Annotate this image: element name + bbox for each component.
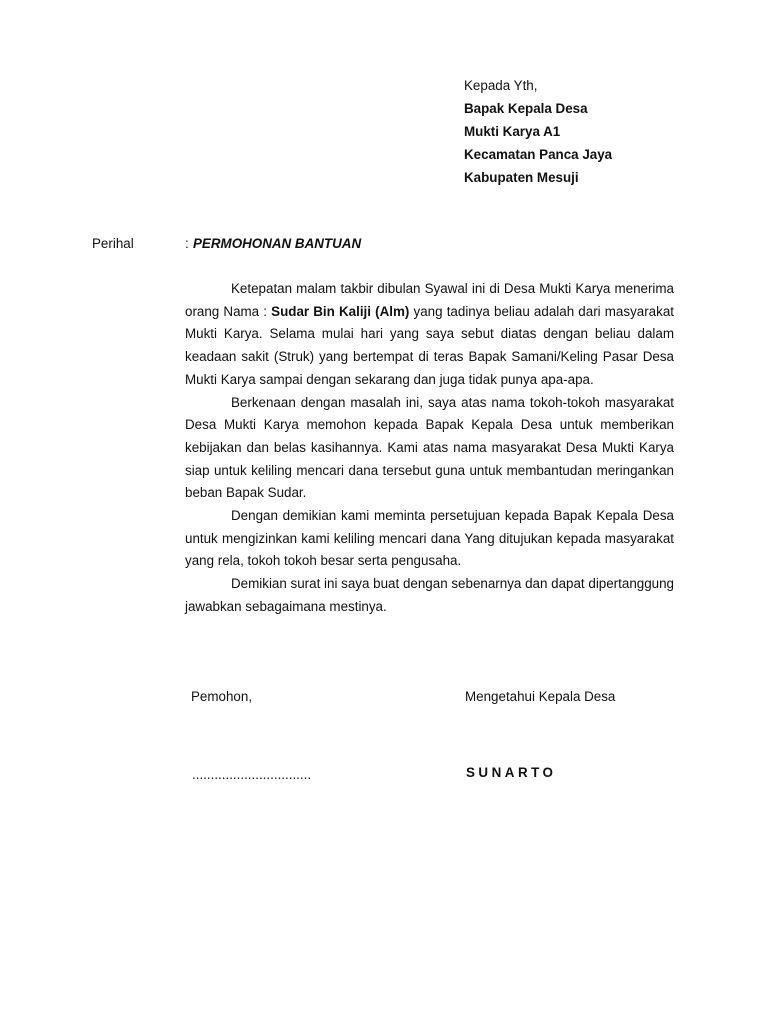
- paragraph-3: Dengan demikian kami meminta persetujuan kepada Bapak Kepala Desa untuk mengizinkan kami keliling mencari dana Yang ditujukan kepada masyarakat yang rela, tokoh tokoh besar serta pengusaha.: [185, 508, 674, 569]
- applicant-signature-line: ................................: [192, 767, 312, 782]
- subject-colon: :: [185, 236, 189, 251]
- letter-body: [185, 278, 674, 619]
- subject-value: PERMOHONAN BANTUAN: [193, 236, 362, 251]
- paragraph-1: [185, 278, 674, 392]
- paragraph-1-text-b: yang tadinya beliau adalah dari masyarakat Mukti Karya. Selama mulai hari yang saya sebut diatas dengan beliau dalam keadaan sakit (Struk) yang bertempat di teras Bapak Samani/Keling Pasar Desa Mukti Karya sampai dengan sekarang dan juga tidak punya apa-apa.: [185, 303, 674, 387]
- subject-person-name: Sudar Bin Kaliji (Alm): [271, 303, 410, 319]
- paragraph-1-text-a: Ketepatan malam takbir dibulan Syawal ini di Desa Mukti Karya menerima orang Nama :: [185, 281, 674, 319]
- village-head-name: SUNARTO: [466, 765, 557, 780]
- paragraph-4: Demikian surat ini saya buat dengan sebenarnya dan dapat dipertanggung jawabkan sebagaimana mestinya.: [185, 576, 674, 614]
- recipient-district: Kecamatan Panca Jaya: [464, 147, 613, 162]
- recipient-title: Bapak Kepala Desa: [464, 101, 588, 116]
- recipient-regency: Kabupaten Mesuji: [464, 170, 579, 185]
- recipient-greeting: Kepada Yth,: [464, 78, 538, 93]
- recipient-village: Mukti Karya A1: [464, 124, 561, 139]
- paragraph-2: Berkenaan dengan masalah ini, saya atas nama tokoh-tokoh masyarakat Desa Mukti Karya memohon kepada Bapak Kepala Desa untuk memberikan kebijakan dan belas kasihannya. Kami atas nama masyarakat Desa Mukti Karya siap untuk keliling mencari dana tersebut guna untuk membantudan meringankan beban Bapak Sudar.: [185, 394, 674, 501]
- subject-label: Perihal: [92, 236, 134, 251]
- village-head-label: Mengetahui Kepala Desa: [465, 689, 616, 704]
- applicant-label: Pemohon,: [191, 689, 253, 704]
